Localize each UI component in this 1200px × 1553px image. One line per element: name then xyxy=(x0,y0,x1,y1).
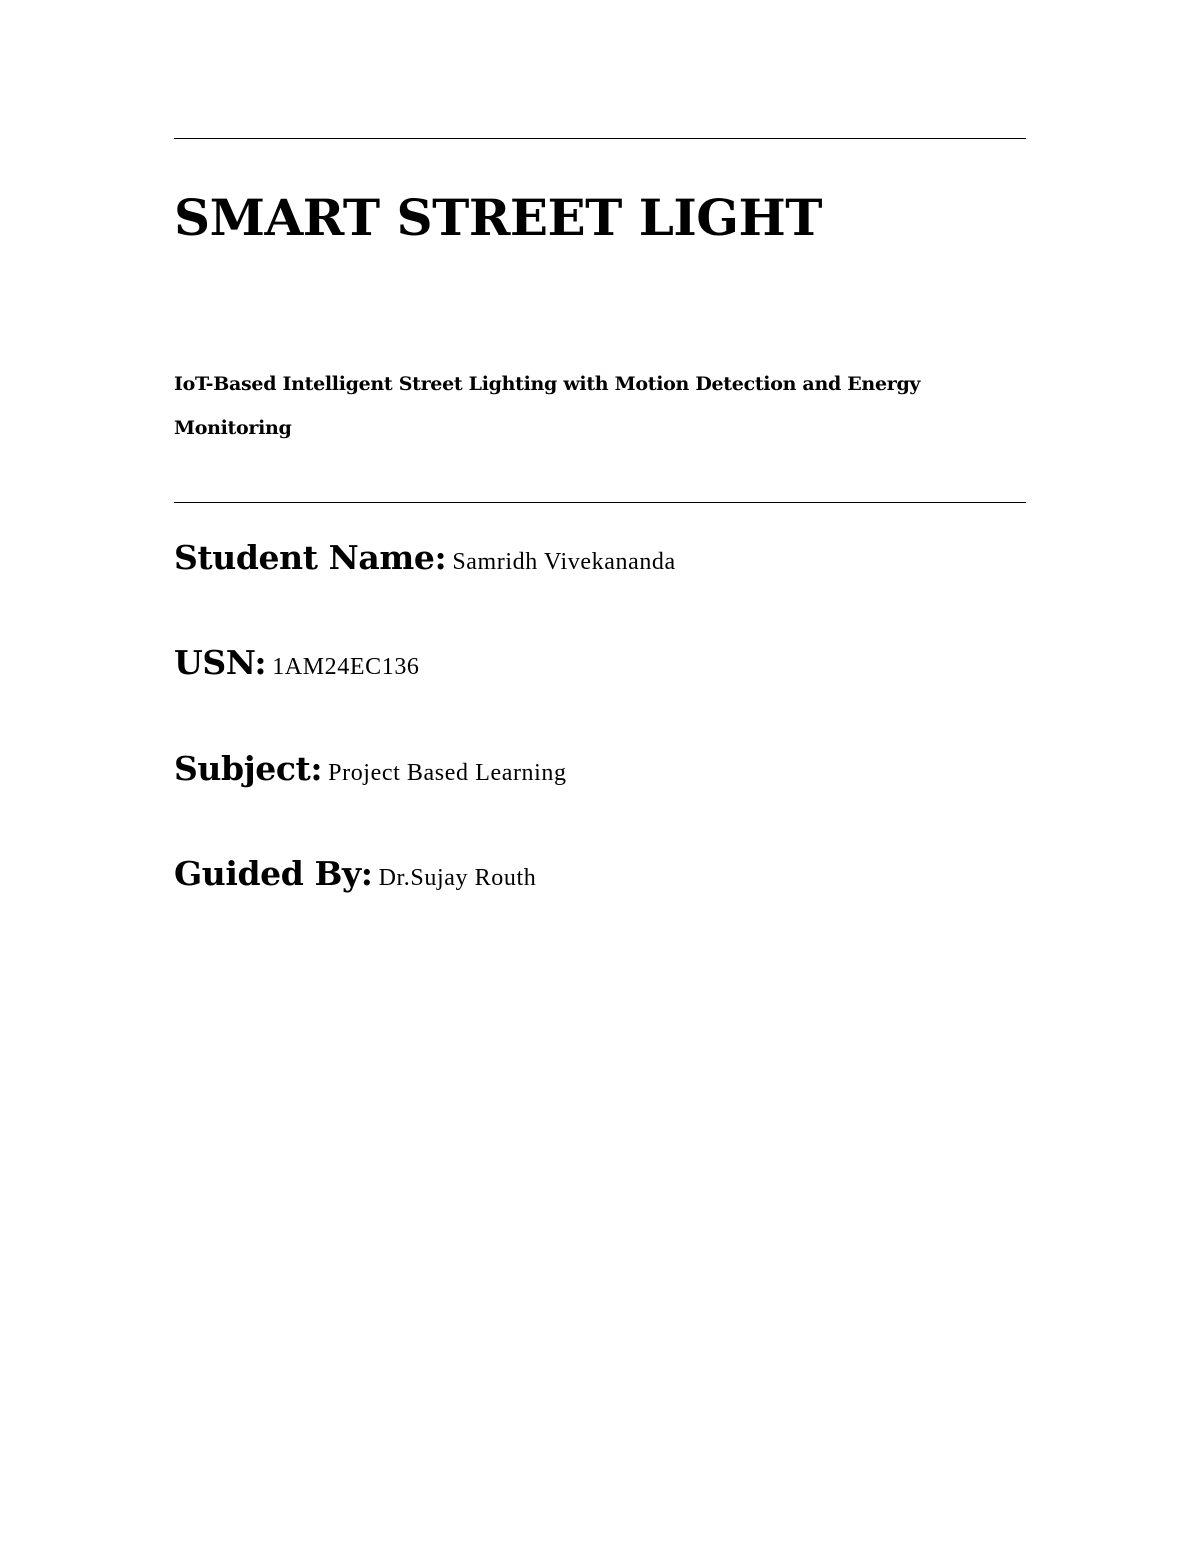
subject-value: Project Based Learning xyxy=(328,760,567,786)
subject-field xyxy=(174,749,567,795)
middle-divider xyxy=(174,502,1026,503)
student-name-field xyxy=(174,538,676,584)
student-name-value: Samridh Vivekananda xyxy=(452,549,676,575)
top-divider xyxy=(174,138,1026,139)
student-name-label: Student Name: xyxy=(174,538,447,577)
usn-field xyxy=(174,643,420,689)
usn-value: 1AM24EC136 xyxy=(272,654,420,680)
guided-by-field xyxy=(174,854,536,900)
subject-label: Subject: xyxy=(174,749,323,788)
usn-label: USN: xyxy=(174,643,267,682)
document-title: SMART STREET LIGHT xyxy=(174,188,822,247)
guided-by-value: Dr.Sujay Routh xyxy=(378,865,537,891)
document-subtitle: IoT-Based Intelligent Street Lighting with Motion Detection and Energy Monitoring xyxy=(174,373,921,439)
guided-by-label: Guided By: xyxy=(174,854,373,893)
